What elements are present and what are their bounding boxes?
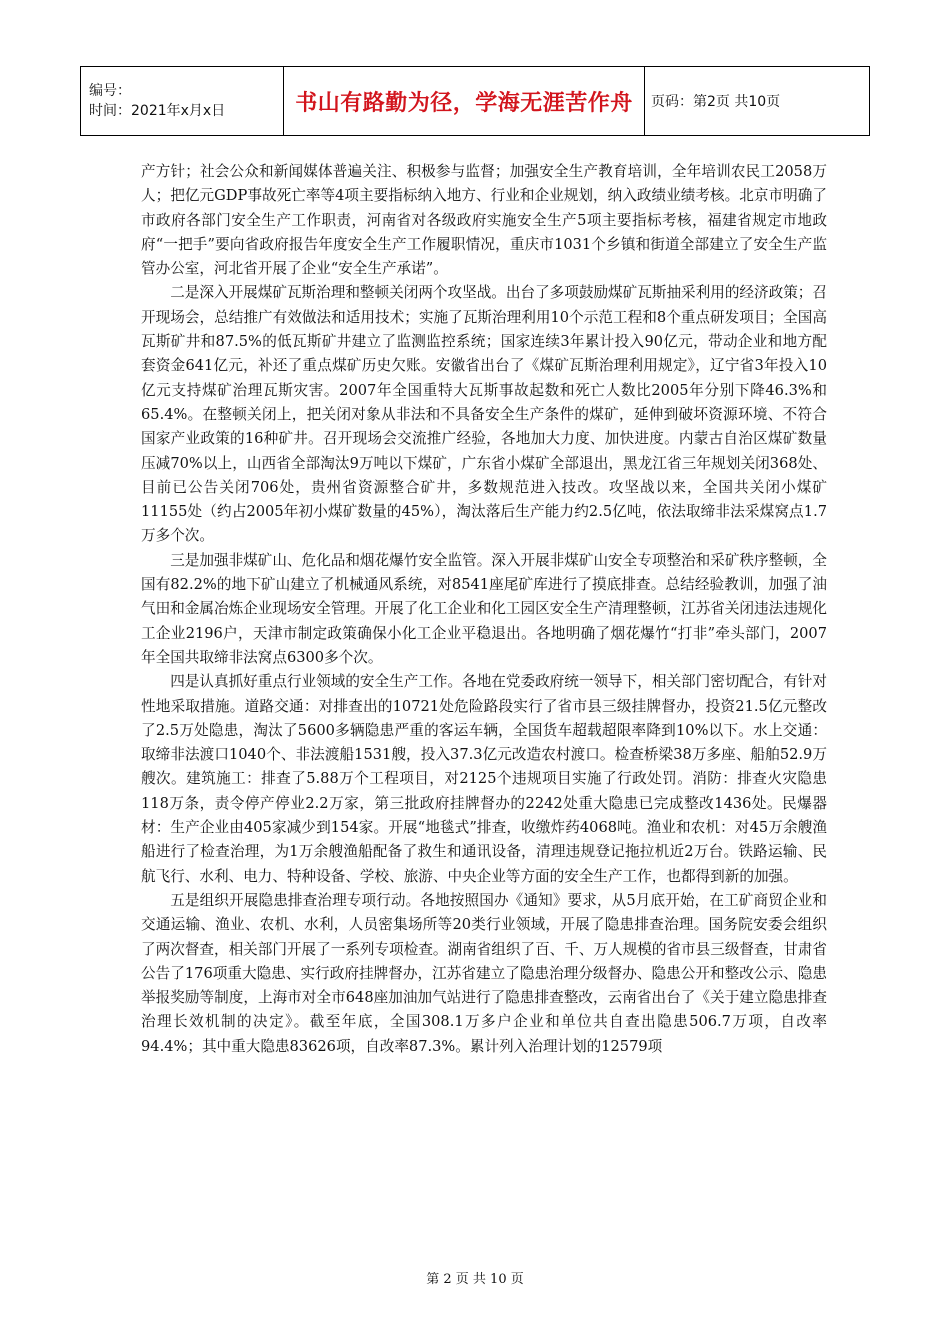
document-time-label: 时间：2021年x月x日 <box>89 103 226 119</box>
header-page-info: 页码：第2页 共10页 <box>645 67 870 136</box>
page-footer: 第 2 页 共 10 页 <box>426 1272 524 1287</box>
paragraph-continuation: 产方针；社会公众和新闻媒体普遍关注、积极参与监督；加强安全生产教育培训，全年培训农民工2058万人；把亿元GDP事故死亡率等4项主要指标纳入地方、行业和企业规划，纳入政绩业绩考核。北京市明确了市政府各部门安全生产工作职责，河南省对各级政府实施安全生产5项主要指标考核，福建省规定市地政府“一把手”要向省政府报告年度安全生产工作履职情况，重庆市1031个乡镇和街道全部建立了安全生产监管办公室，河北省开展了企业“安全生产承诺”。 <box>141 163 827 278</box>
paragraph-coal-mine-gas: 二是深入开展煤矿瓦斯治理和整顿关闭两个攻坚战。出台了多项鼓励煤矿瓦斯抽采利用的经济政策；召开现场会，总结推广有效做法和适用技术；实施了瓦斯治理利用10个示范工程和8个重点研发项目；全国高瓦斯矿井和87.5%的低瓦斯矿井建立了监测监控系统；国家连续3年累计投入90亿元，带动企业和地方配套资金641亿元，补还了重点煤矿历史欠账。安徽省出台了《煤矿瓦斯治理利用规定》，辽宁省3年投入10亿元支持煤矿治理瓦斯灾害。2007年全国重特大瓦斯事故起数和死亡人数比2005年分别下降46.3%和65.4%。在整顿关闭上，把关闭对象从非法和不具备安全生产条件的煤矿，延伸到破坏资源环境、不符合国家产业政策的16种矿井。召开现场会交流推广经验，各地加大力度、加快进度。内蒙古自治区煤矿数量压减70%以上，山西省全部淘汰9万吨以下煤矿，广东省小煤矿全部退出，黑龙江省三年规划关闭368处、目前已公告关闭706处，贵州省资源整合矿井，多数规范进入技改。攻坚战以来，全国共关闭小煤矿11155处（约占2005年初小煤矿数量的45%），淘汰落后生产能力约2.5亿吨，依法取缔非法采煤窝点1.7万多个次。 <box>141 284 827 545</box>
paragraph-non-coal-mines: 三是加强非煤矿山、危化品和烟花爆竹安全监管。深入开展非煤矿山安全专项整治和采矿秩序整顿，全国有82.2%的地下矿山建立了机械通风系统，对8541座尾矿库进行了摸底排查。总结经验教训，加强了油气田和金属冶炼企业现场安全管理。开展了化工企业和化工园区安全生产清理整顿，江苏省关闭违法违规化工企业2196户，天津市制定政策确保小化工企业平稳退出。各地明确了烟花爆竹“打非”牵头部门，2007年全国共取缔非法窝点6300多个次。 <box>141 551 827 666</box>
document-header <box>80 66 870 136</box>
document-body <box>141 160 827 1059</box>
header-meta-cell <box>81 67 284 136</box>
paragraph-hazard-inspection: 五是组织开展隐患排查治理专项行动。各地按照国办《通知》要求，从5月底开始，在工矿商贸企业和交通运输、渔业、农机、水利，人员密集场所等20类行业领域，开展了隐患排查治理。国务院安委会组织了两次督查，相关部门开展了一系列专项检查。湖南省组织了百、千、万人规模的省市县三级督查，甘肃省公告了176项重大隐患、实行政府挂牌督办，江苏省建立了隐患治理分级督办、隐患公开和整改公示、隐患举报奖励等制度，上海市对全市648座加油加气站进行了隐患排查整改，云南省出台了《关于建立隐患排查治理长效机制的决定》。截至年底，全国308.1万多户企业和单位共自查出隐患506.7万项，自改率94.4%；其中重大隐患83626项，自改率87.3%。累计列入治理计划的12579项 <box>141 891 827 1055</box>
document-number-label: 编号： <box>89 83 131 99</box>
header-motto: 书山有路勤为径，学海无涯苦作舟 <box>284 67 645 136</box>
paragraph-key-industries: 四是认真抓好重点行业领域的安全生产工作。各地在党委政府统一领导下，相关部门密切配合，有针对性地采取措施。道路交通：对排查出的10721处危险路段实行了省市县三级挂牌督办，投资21.5亿元整改了2.5万处隐患，淘汰了5600多辆隐患严重的客运车辆，全国货车超载超限率降到10%以下。水上交通：取缔非法渡口1040个、非法渡船1531艘，投入37.3亿元改造农村渡口。检查桥梁38万多座、船舶52.9万艘次。建筑施工：排查了5.88万个工程项目，对2125个违规项目实施了行政处罚。消防：排查火灾隐患118万条，责令停产停业2.2万家，第三批政府挂牌督办的2242处重大隐患已完成整改1436处。民爆器材：生产企业由405家减少到154家。开展“地毯式”排查，收缴炸药4068吨。渔业和农机：对45万余艘渔船进行了检查治理，为1万余艘渔船配备了救生和通讯设备，清理违规登记拖拉机近2万台。铁路运输、民航飞行、水利、电力、特种设备、学校、旅游、中央企业等方面的安全生产工作，也都得到新的加强。 <box>141 673 827 885</box>
